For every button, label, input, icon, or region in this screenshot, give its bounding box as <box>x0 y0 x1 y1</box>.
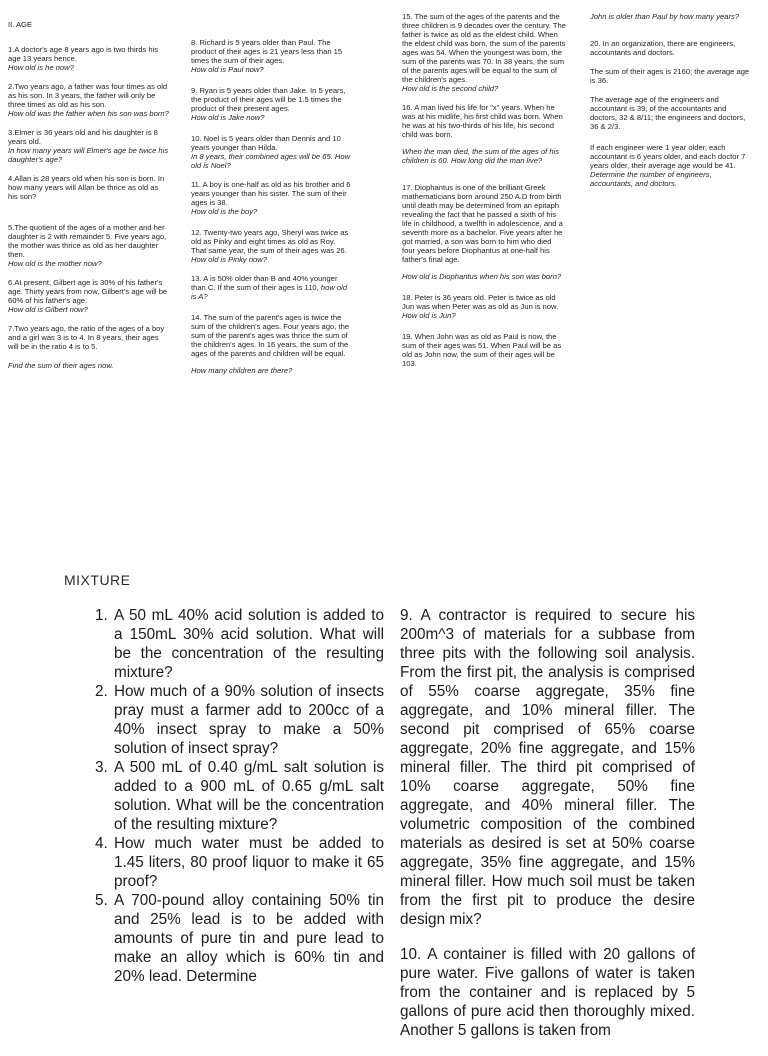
problem-1: 1.A doctor's age 8 years ago is two thirds his age 13 years hence. How old is he now? <box>8 45 159 72</box>
problem-19: 19. When John was as old as Paul is now, the sum of their ages was 51. When Paul will be as old as John now, the sum of their ages will be 103. <box>402 332 562 368</box>
mixture-right-column <box>400 606 695 1056</box>
mixture-problem-list <box>84 606 384 986</box>
mixture-section <box>0 570 768 1039</box>
problem-17-question: How old is Diophantus when his son was born? <box>402 272 562 281</box>
problem-19-question: John is older than Paul by how many years? <box>590 12 740 21</box>
age-column-3 <box>402 12 566 374</box>
age-column-4 <box>590 12 752 194</box>
problem-3: 3.Elmer is 36 years old and his daughter is 8 years old. In how many years will Elmer's age be twice his daughter's age? <box>8 128 169 164</box>
problem-15: 15. The sum of the ages of the parents and the three children is 9 decades over the century. The father is twice as old as the eldest child. When the eldest child was born, the sum of the parents ages was 54. When the youngest was born, the sum of the parents was 70. In 38 years, the sum of the parents ages will be equal to the sum of the children's ages. How old is the second child? <box>402 12 566 93</box>
problem-13: 13. A is 50% older than B and 40% younger than C. If the sum of their ages is 110, how old is A? <box>191 274 348 301</box>
problem-9: 9. Ryan is 5 years older than Jake. In 5 years, the product of their ages will be 1.5 times the product of their present ages. How old is Jake now? <box>191 86 346 122</box>
problem-8: 8. Richard is 5 years older than Paul. The product of their ages is 21 years less than 15 times the sum of their ages. How old is Paul now? <box>191 38 343 74</box>
problem-2: 2.Two years ago, a father was four times as old as his son. In 3 years, the father will only be three times as old as his son. How old was the father when his son was born? <box>8 82 169 118</box>
problem-16: 16. A man lived his life for "x" years. When he was at his midlife, his first child was born. When he was at his two-thirds of his life, his second child was born. <box>402 103 563 139</box>
problem-16-question: When the man died, the sum of the ages of his children is 60. How long did the man live? <box>402 147 560 165</box>
problem-11: 11. A boy is one-half as old as his brother and 6 years younger than his sister. The sum of their ages is 38. How old is the boy? <box>191 180 351 216</box>
problem-17: 17. Diophantus is one of the brilliant Greek mathematicians born around 250 A.D from birth until death may be determined from an epitaph revealing the fact that he passed a sixth of his life in childhood, a twelfth in adolescence, and a seventh more as a bachelor. Five years after he got married, a son was born to him who died four years before Diophantus at one-half his father's final age. <box>402 183 563 264</box>
age-section-heading: II. AGE <box>8 20 33 29</box>
mixture-problem-4: 4. How much water must be added to 1.45 liters, 80 proof liquor to make it 65 proof? <box>112 834 384 891</box>
problem-7-question: Find the sum of their ages now. <box>8 361 114 370</box>
problem-20: 20. In an organization, there are engineers, accountants and doctors. <box>590 39 736 57</box>
age-column-2 <box>191 38 351 381</box>
problem-20-condition: If each engineer were 1 year older, each accountant is 6 years older, and each doctor 7 years older, their average age would be 41. Determine the number of engineers, accountants, and doctors. <box>590 143 746 188</box>
problem-10: 10. Noel is 5 years older than Dennis and 10 years younger than Hilda. In 8 years, their combined ages will be 65. How old is Noel? <box>191 134 351 170</box>
problem-14: 14. The sum of the parent's ages is twice the sum of the children's ages. Four years ago, the sum of the parent's ages was thrice the sum of the children's ages. In 16 years, the sum of the ages of the parents and children will be equal. <box>191 313 350 358</box>
problem-20-averages: The average age of the engineers and accountant is 39; of the accountants and doctors, 32 & 8/11; the engineers and doctors, 36 & 2/3. <box>590 95 746 131</box>
problem-20-sum: The sum of their ages is 2160; the average age is 36. <box>590 67 750 85</box>
age-column-1 <box>8 20 170 376</box>
problem-5: 5.The quotient of the ages of a mother and her daughter is 2 with remainder 5. Five years ago, the mother was thrice as old as her daughter then. How old is the mother now? <box>8 223 167 268</box>
problem-7: 7.Two years ago, the ratio of the ages of a boy and a girl was 3 is to 4. In 8 years, their ages will be in the ratio 4 is to 5. <box>8 324 165 351</box>
mixture-problem-1: 1. A 50 mL 40% acid solution is added to a 150mL 30% acid solution. What will be the concentration of the resulting mixture? <box>112 606 384 682</box>
mixture-problem-2: 2. How much of a 90% solution of insects pray must a farmer add to 200cc of a 40% insect spray to make a 50% solution of insect spray? <box>112 682 384 758</box>
problem-4: 4.Allan is 28 years old when his son is born. In how many years will Allan be thrice as old as his son? <box>8 174 165 201</box>
problem-18: 18. Peter is 36 years old. Peter is twice as old Jun was when Peter was as old as Jun is now. How old is Jun? <box>402 293 559 320</box>
mixture-problem-9: 9. A contractor is required to secure his 200m^3 of materials for a subbase from three pits with the following soil analysis. From the first pit, the analysis is comprised of 55% coarse aggregate, 35% fine aggregate, and 10% mineral filler. The second pit comprised of 65% coarse aggregate, 20% fine aggregate, and 15% mineral filler. The third pit comprised of 10% coarse aggregate, 50% fine aggregate, and 40% mineral filler. The volumetric composition of the combined materials as desired is set at 50% coarse aggregate, 35% fine aggregate, and 15% mineral filler. How much soil must be taken from the first pit to produce the desire design mix? <box>400 607 695 928</box>
mixture-problem-3: 3. A 500 mL of 0.40 g/mL salt solution is added to a 900 mL of 0.65 g/mL salt solution. What will be the concentration of the resulting mixture? <box>112 758 384 834</box>
problem-14-question: How many children are there? <box>191 366 293 375</box>
problem-6: 6.At present, Gilbert age is 30% of his father's age. Thirty years from now, Gilbert's age will be 60% of his father's age. How old is Gilbert now? <box>8 278 168 314</box>
mixture-problem-5: 5. A 700-pound alloy containing 50% tin and 25% lead is to be added with amounts of pure tin and pure lead to make an alloy which is 60% tin and 20% lead. Determine <box>112 891 384 986</box>
problem-12: 12. Twenty-two years ago, Sheryl was twice as old as Pinky and eight times as old as Roy. That same year, the sum of their ages was 26. How old is Pinky now? <box>191 228 349 264</box>
mixture-title: MIXTURE <box>64 572 131 588</box>
mixture-problem-10: 10. A container is filled with 20 gallons of pure water. Five gallons of water is taken from the container and is replaced by 5 gallons of pure acid then thoroughly mixed. Another 5 gallons is taken from <box>400 946 695 1039</box>
